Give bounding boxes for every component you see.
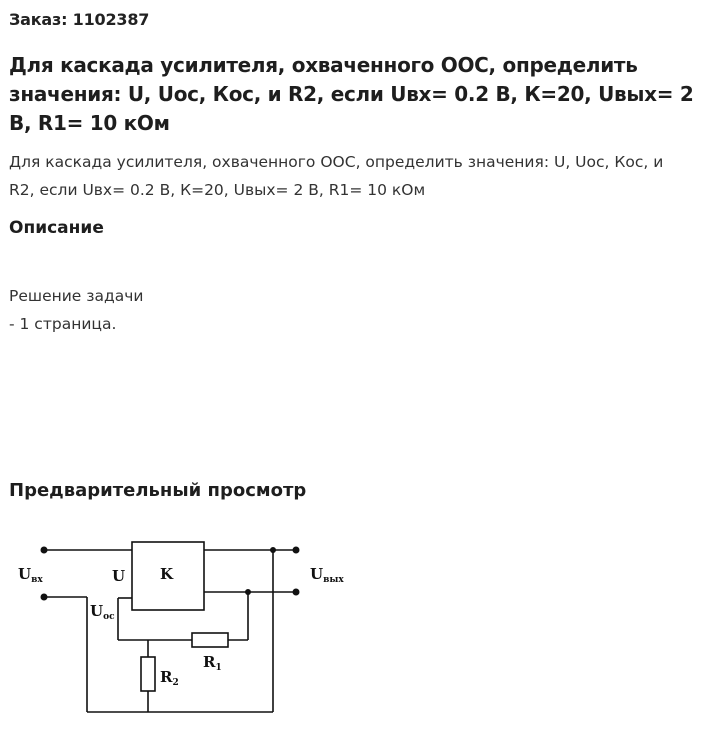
- preview-heading: Предварительный просмотр: [9, 480, 307, 501]
- description-line: Решение задачи: [9, 287, 144, 305]
- r1-label: $R_1$: [203, 653, 222, 673]
- u-label: U: [112, 567, 126, 585]
- node-out: [245, 589, 251, 595]
- terminal-out-bottom: [293, 589, 300, 596]
- task-summary: Для каскада усилителя, охваченного ООС, определить значения: U, Uoc, Кос, и R2, если Uвх= 0.2 В, К=20, Uвых= 2 В, R1= 10 кОм: [9, 153, 664, 199]
- description-heading: Описание: [9, 218, 104, 238]
- resistor-r1: [192, 633, 228, 647]
- resistor-r2: [141, 657, 155, 691]
- terminal-in-bottom: [41, 594, 48, 601]
- amplifier-label: K: [160, 565, 174, 583]
- uoc-label: $U_{ос}$: [90, 602, 115, 622]
- page-title: Для каскада усилителя, охваченного ООС, определить значения: U, Uoc, Кос, и R2, если Uвх= 0.2 В, К=20, Uвых= 2 В, R1= 10 кОм: [9, 53, 694, 135]
- terminal-out-top: [293, 547, 300, 554]
- circuit-diagram: [0, 528, 701, 734]
- description-line: - 1 страница.: [9, 315, 117, 333]
- description-body: [9, 282, 143, 338]
- uvyx-label: $U_{вых}$: [310, 565, 344, 585]
- terminal-in-top: [41, 547, 48, 554]
- r2-label: $R_2$: [160, 668, 179, 688]
- node-top-rail: [270, 547, 276, 553]
- uvx-label: $U_{вх}$: [18, 565, 43, 585]
- order-number: Заказ: 1102387: [9, 10, 150, 29]
